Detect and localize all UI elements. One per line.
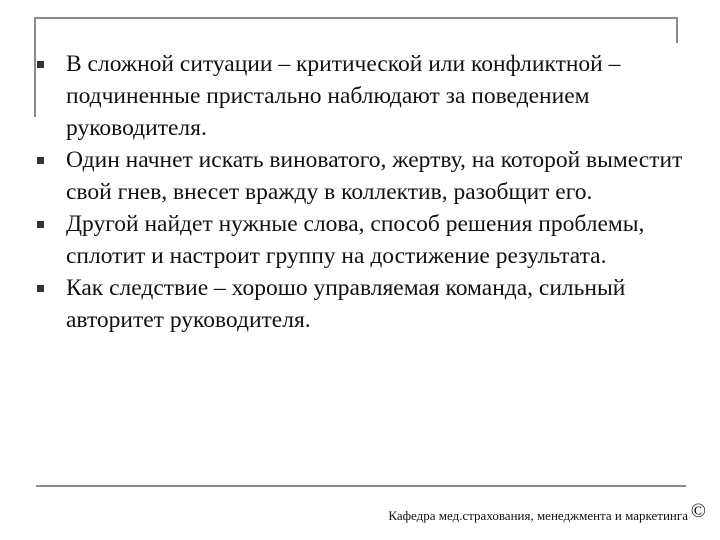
- bullet-item: [36, 208, 696, 272]
- bullet-text: Один начнет искать виноватого, жертву, на которой выместит свой гнев, внесет вражду в коллектив, разобщит его.: [66, 147, 683, 205]
- frame-top-line: [34, 17, 678, 19]
- bullet-item: [36, 272, 696, 336]
- copyright-symbol: ©: [690, 500, 706, 522]
- bullet-text: Как следствие – хорошо управляемая команда, сильный авторитет руководителя.: [66, 275, 626, 333]
- footer-department: Кафедра мед.страхования, менеджмента и маркетинга: [388, 508, 688, 523]
- square-bullet-icon: [37, 157, 44, 164]
- bullet-text: В сложной ситуации – критической или конфликтной – подчиненные пристально наблюдают за поведением руководителя.: [66, 51, 621, 141]
- square-bullet-icon: [37, 61, 44, 68]
- bullet-item: [36, 144, 696, 208]
- bullet-item: [36, 48, 696, 144]
- square-bullet-icon: [37, 221, 44, 228]
- square-bullet-icon: [37, 285, 44, 292]
- bullet-list: [36, 48, 696, 336]
- bullet-text: Другой найдет нужные слова, способ решения проблемы, сплотит и настроит группу на достижение результата.: [66, 211, 645, 269]
- frame-right-line: [676, 17, 678, 43]
- footer-divider: [36, 485, 686, 487]
